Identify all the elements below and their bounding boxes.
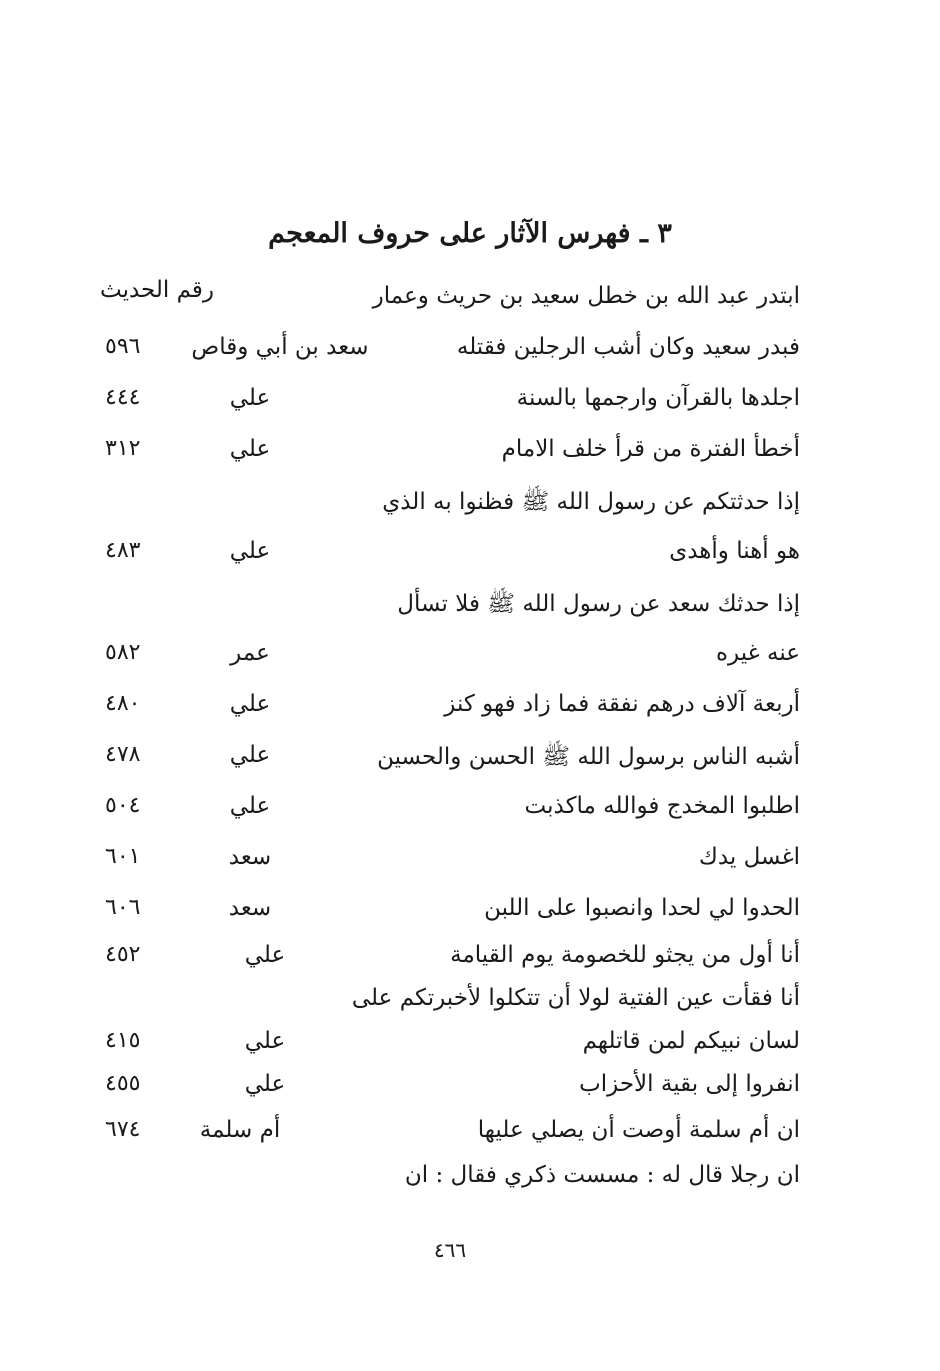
entry-text: أنا فقأت عين الفتية لولا أن تتكلوا لأخبرتكم على: [351, 985, 800, 1011]
entry-text: ان رجلا قال له : مسست ذكري فقال : ان: [404, 1162, 800, 1188]
entry-narrator: أم سلمة: [199, 1117, 281, 1143]
entry-row: [0, 385, 940, 425]
entry-number: ٦٠١: [105, 844, 141, 869]
entry-number: ٤٨٠: [105, 691, 141, 716]
entry-narrator: علي: [229, 691, 271, 717]
entry-narrator: سعد: [228, 844, 272, 870]
entry-text: عنه غيره: [715, 640, 800, 666]
entry-text: اجلدها بالقرآن وارجمها بالسنة: [516, 385, 800, 411]
entry-row: [0, 942, 940, 982]
entry-text: أخطأ الفترة من قرأ خلف الامام: [501, 436, 800, 462]
entry-number: ٥٨٢: [105, 640, 141, 665]
entry-narrator: علي: [244, 1028, 286, 1054]
entry-number: ٥٩٦: [105, 334, 141, 359]
entry-row: [0, 487, 940, 527]
entry-row: [0, 538, 940, 578]
entry-number: ٤٨٣: [105, 538, 141, 563]
entry-narrator: علي: [229, 742, 271, 768]
entry-text: ابتدر عبد الله بن خطل سعيد بن حريث وعمار: [372, 283, 800, 309]
entry-row: [0, 691, 940, 731]
hadith-number-header: رقم الحديث: [100, 277, 215, 303]
entry-text: فبدر سعيد وكان أشب الرجلين فقتله: [456, 334, 800, 360]
entry-text: الحدوا لي لحدا وانصبوا على اللبن: [484, 895, 800, 921]
entry-narrator: علي: [229, 436, 271, 462]
entry-number: ٦٠٦: [105, 895, 141, 920]
entry-number: ٤٥٥: [105, 1071, 141, 1096]
entry-text: أنا أول من يجثو للخصومة يوم القيامة: [450, 942, 800, 968]
entry-row: [0, 640, 940, 680]
entry-number: ٦٧٤: [105, 1117, 141, 1142]
entry-row: [0, 436, 940, 476]
entry-narrator: عمر: [230, 640, 270, 666]
entry-text: انفروا إلى بقية الأحزاب: [579, 1071, 800, 1097]
entry-row: [0, 985, 940, 1025]
entry-row: [0, 1028, 940, 1068]
entry-narrator: علي: [229, 385, 271, 411]
entry-text: ان أم سلمة أوصت أن يصلي عليها: [477, 1117, 800, 1143]
entry-row: [0, 742, 940, 782]
entry-text: لسان نبيكم لمن قاتلهم: [582, 1028, 800, 1054]
entry-text: إذا حدثك سعد عن رسول الله ﷺ فلا تسأل: [397, 591, 800, 617]
entry-number: ٤٤٤: [105, 385, 141, 410]
page-title: ٣ ـ فهرس الآثار على حروف المعجم: [268, 218, 672, 249]
entry-text: اطلبوا المخدج فوالله ماكذبت: [524, 793, 800, 819]
entry-row: [0, 283, 940, 323]
entry-row: [0, 844, 940, 884]
entry-row: [0, 1117, 940, 1157]
entry-text: هو أهنا وأهدى: [669, 538, 800, 564]
entry-text: أربعة آلاف درهم نفقة فما زاد فهو كنز: [444, 691, 800, 717]
entry-row: [0, 589, 940, 629]
entry-row: [0, 895, 940, 935]
entry-narrator: علي: [229, 793, 271, 819]
entry-row: [0, 334, 940, 374]
entry-narrator: علي: [244, 1071, 286, 1097]
entry-narrator: علي: [244, 942, 286, 968]
entry-number: ٣١٢: [105, 436, 141, 461]
page-number: ٤٦٦: [433, 1238, 467, 1262]
entry-number: ٥٠٤: [105, 793, 141, 818]
entry-narrator: علي: [229, 538, 271, 564]
entry-row: [0, 1162, 940, 1202]
entry-row: [0, 1071, 940, 1111]
entry-text: أشبه الناس برسول الله ﷺ الحسن والحسين: [377, 744, 800, 770]
entry-text: إذا حدثتكم عن رسول الله ﷺ فظنوا به الذي: [382, 489, 800, 515]
entry-row: [0, 793, 940, 833]
entry-number: ٤٥٢: [105, 942, 141, 967]
entry-text: اغسل يدك: [698, 844, 800, 870]
entry-narrator: سعد بن أبي وقاص: [191, 334, 369, 360]
entry-narrator: سعد: [228, 895, 272, 921]
entry-number: ٤١٥: [105, 1028, 141, 1053]
entry-number: ٤٧٨: [105, 742, 141, 767]
